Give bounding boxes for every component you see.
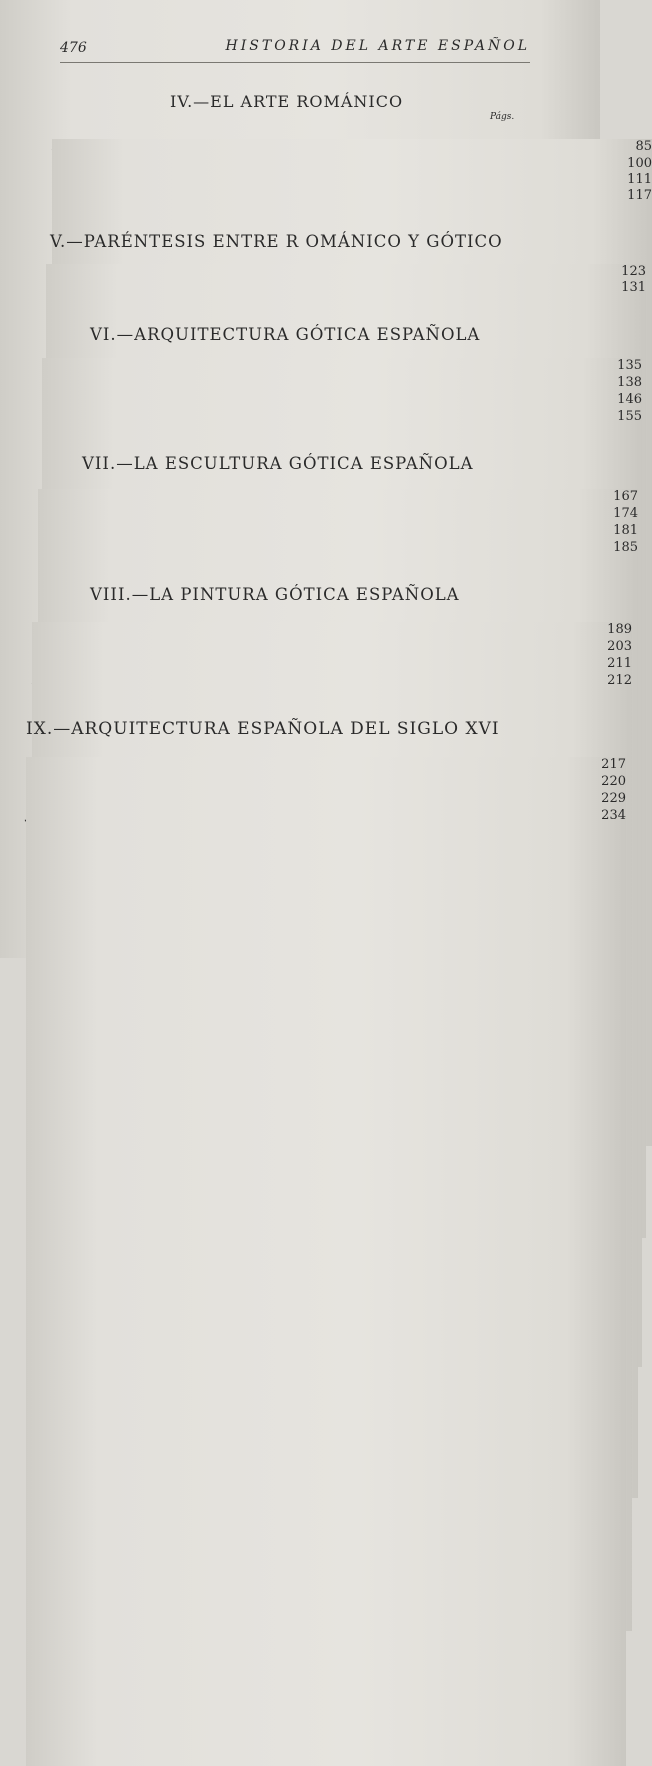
- entry-page: 212: [32, 673, 632, 1631]
- toc-entry: [32, 656, 632, 672]
- toc-entry: [38, 506, 638, 522]
- pages-column-label: Págs.: [490, 112, 515, 122]
- toc-entry: [26, 808, 626, 824]
- section-title: VII.—LA ESCULTURA GÓTICA ESPAÑOLA: [82, 454, 474, 473]
- entry-page: 131: [46, 280, 646, 1238]
- entry-page: 211: [32, 656, 632, 1614]
- toc-entry: [26, 791, 626, 807]
- entry-page: 203: [32, 639, 632, 1597]
- toc-entry: [42, 409, 642, 425]
- entry-page: 146: [42, 392, 642, 1350]
- entry-page: 155: [42, 409, 642, 1367]
- entry-page: 220: [26, 774, 626, 1732]
- entry-page: 135: [42, 358, 642, 1316]
- entry-page: 85: [52, 139, 652, 1097]
- toc-entry: [46, 264, 646, 280]
- toc-entry: [38, 523, 638, 539]
- entry-page: 100: [52, 156, 652, 1114]
- toc-entry: [26, 774, 626, 790]
- toc-entry: [32, 673, 632, 689]
- entry-page: 123: [46, 264, 646, 1222]
- toc-entry: [42, 358, 642, 374]
- page-number: 476: [60, 40, 87, 56]
- section-title: IX.—ARQUITECTURA ESPAÑOLA DEL SIGLO XVI: [26, 719, 500, 739]
- entry-page: 181: [38, 523, 638, 1481]
- entry-page: 185: [38, 540, 638, 1498]
- entry-page: 111: [52, 172, 652, 1130]
- toc-entry: [42, 375, 642, 391]
- toc-entry: [38, 489, 638, 505]
- section-title: IV.—EL ARTE ROMÁNICO: [170, 92, 404, 111]
- section-title: VIII.—LA PINTURA GÓTICA ESPAÑOLA: [90, 585, 460, 604]
- section-title: V.—PARÉNTESIS ENTRE R OMÁNICO Y GÓTICO: [50, 232, 503, 251]
- toc-entry: [26, 757, 626, 773]
- running-title: HISTORIA DEL ARTE ESPAÑOL: [225, 38, 530, 54]
- toc-entry: [42, 392, 642, 408]
- toc-entry: [52, 172, 652, 188]
- section-title: VI.—ARQUITECTURA GÓTICA ESPAÑOLA: [90, 325, 481, 344]
- page-header: [60, 36, 530, 63]
- entry-page: 217: [26, 757, 626, 1715]
- toc-entry: [38, 540, 638, 556]
- toc-entry: [52, 156, 652, 172]
- toc-entry: [52, 139, 652, 155]
- toc-entry: [32, 639, 632, 655]
- entry-page: 117: [52, 188, 652, 1146]
- entry-page: 229: [26, 791, 626, 1749]
- toc-entry: [52, 188, 652, 204]
- entry-page: 138: [42, 375, 642, 1333]
- toc-entry: [32, 622, 632, 638]
- entry-page: 174: [38, 506, 638, 1464]
- entry-page: 234: [26, 808, 626, 1766]
- toc-entry: [46, 280, 646, 296]
- entry-page: 167: [38, 489, 638, 1447]
- entry-page: 189: [32, 622, 632, 1580]
